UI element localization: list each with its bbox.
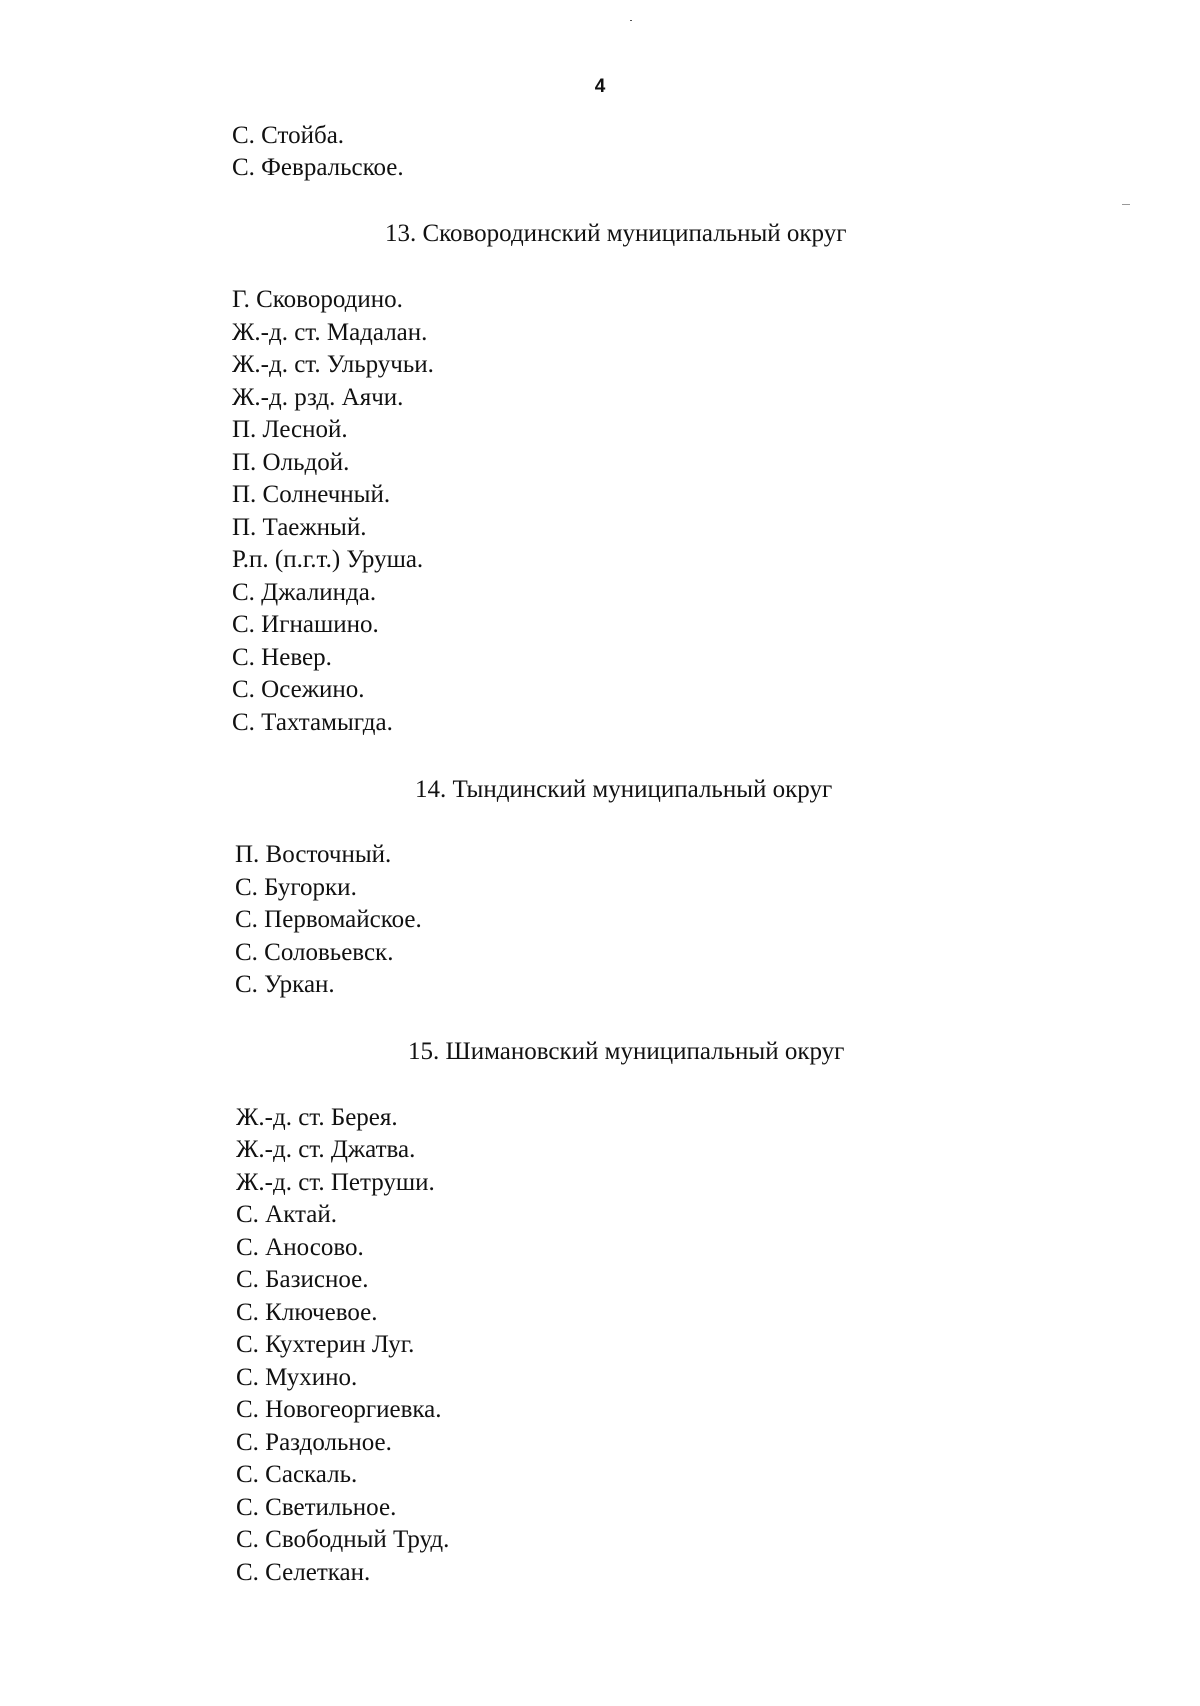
list-item: П. Восточный. (235, 841, 392, 868)
list-item: С. Тахтамыгда. (232, 709, 393, 736)
list-item: С. Невер. (232, 644, 332, 671)
list-item: С. Февральское. (232, 154, 404, 181)
list-item: П. Лесной. (232, 416, 348, 443)
list-item: П. Таежный. (232, 514, 367, 541)
scan-speck (1122, 204, 1130, 205)
list-item: С. Соловьевск. (235, 939, 394, 966)
list-item: С. Селеткан. (236, 1559, 371, 1586)
list-item: С. Игнашино. (232, 611, 379, 638)
section-heading: 13. Сковородинский муниципальный округ (385, 220, 847, 247)
list-item: С. Ключевое. (236, 1299, 378, 1326)
section-heading: 15. Шимановский муниципальный округ (408, 1038, 845, 1065)
list-item: С. Осежино. (232, 676, 365, 703)
list-item: П. Ольдой. (232, 449, 350, 476)
list-item: С. Джалинда. (232, 579, 377, 606)
list-item: С. Аносово. (236, 1234, 364, 1261)
list-item: Ж.-д. ст. Берея. (236, 1104, 398, 1131)
list-item: Г. Сковородино. (232, 286, 403, 313)
list-item: С. Бугорки. (235, 874, 357, 901)
page-number: 4 (594, 76, 606, 97)
list-item: Ж.-д. ст. Петруши. (236, 1169, 435, 1196)
list-item: Ж.-д. ст. Джатва. (236, 1136, 416, 1163)
list-item: Ж.-д. рзд. Аячи. (232, 384, 404, 411)
list-item: С. Кухтерин Луг. (236, 1331, 415, 1358)
section-heading: 14. Тындинский муниципальный округ (415, 776, 833, 803)
scan-speck (630, 20, 632, 21)
list-item: П. Солнечный. (232, 481, 391, 508)
list-item: С. Новогеоргиевка. (236, 1396, 442, 1423)
list-item: С. Светильное. (236, 1494, 397, 1521)
list-item: С. Базисное. (236, 1266, 369, 1293)
list-item: С. Уркан. (235, 971, 335, 998)
list-item: С. Раздольное. (236, 1429, 392, 1456)
list-item: Р.п. (п.г.т.) Уруша. (232, 546, 424, 573)
list-item: Ж.-д. ст. Ульручьи. (232, 351, 434, 378)
list-item: С. Стойба. (232, 122, 345, 149)
list-item: С. Мухино. (236, 1364, 358, 1391)
list-item: Ж.-д. ст. Мадалан. (232, 319, 428, 346)
list-item: С. Первомайское. (235, 906, 422, 933)
list-item: С. Саскаль. (236, 1461, 358, 1488)
list-item: С. Свободный Труд. (236, 1526, 450, 1553)
list-item: С. Актай. (236, 1201, 338, 1228)
